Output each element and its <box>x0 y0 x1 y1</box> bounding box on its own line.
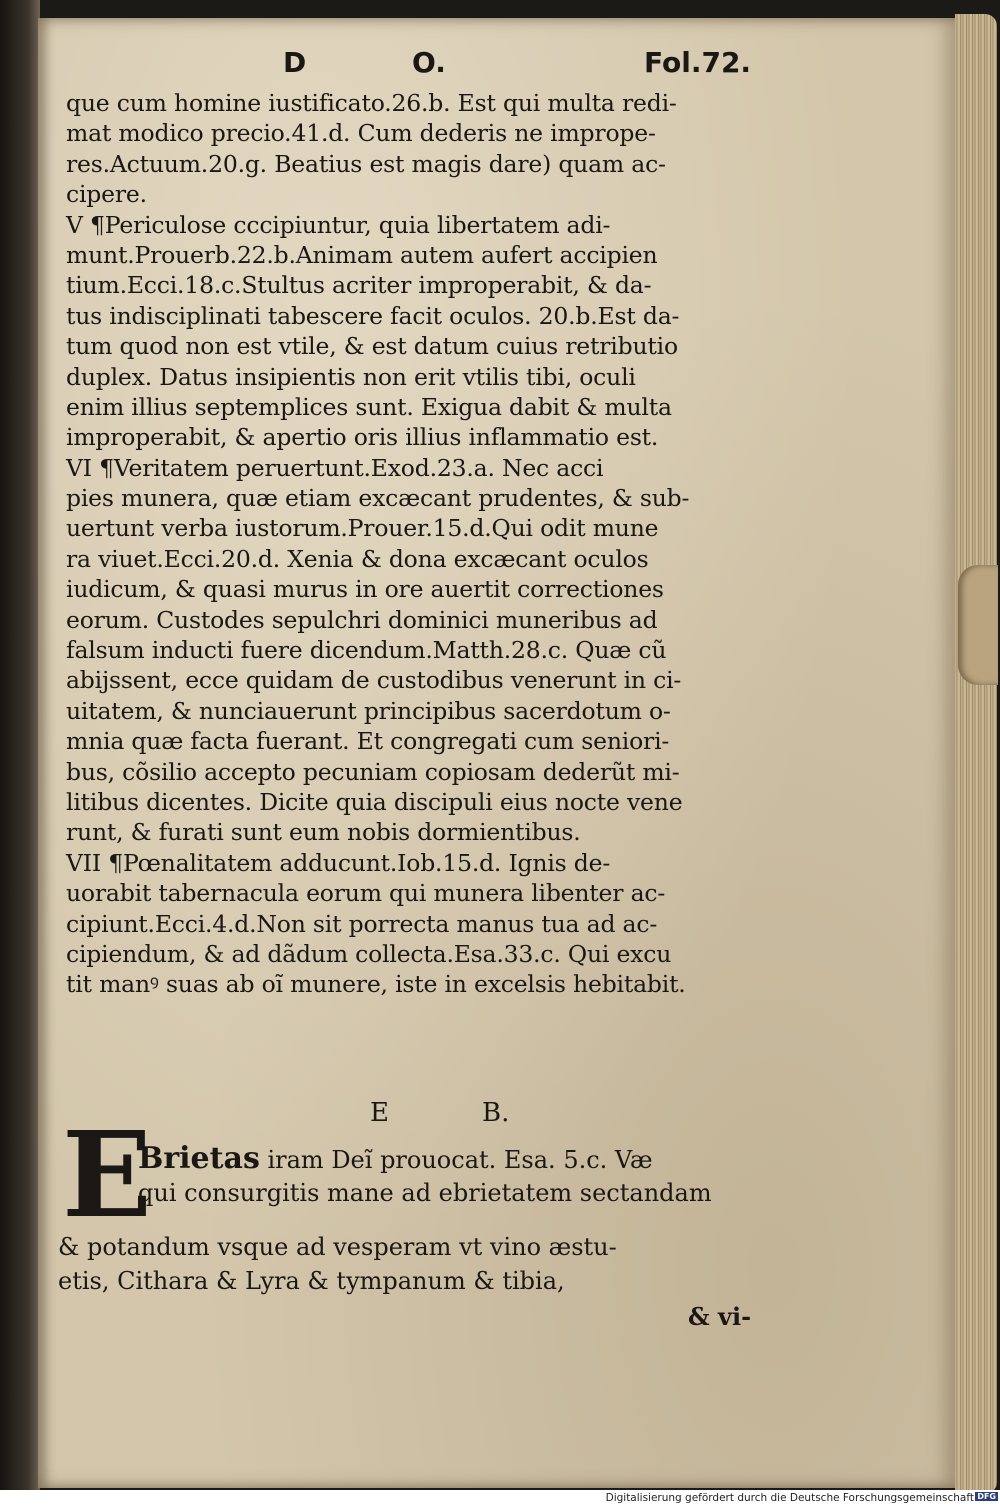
text-line: uertunt verba iustorum.Prouer.15.d.Qui odit mune <box>66 514 659 543</box>
text-line: tum quod non est vtile, & est datum cuius retributio <box>66 332 678 361</box>
text-line: res.Actuum.20.g. Beatius est magis dare) quam ac- <box>66 149 666 178</box>
text-line: munt.Prouerb.22.b.Animam autem aufert accipien <box>66 240 658 269</box>
section-letter-right: B. <box>482 1098 510 1128</box>
text-line: cipiunt.Ecci.4.d.Non sit porrecta manus tua ad ac- <box>66 909 658 938</box>
text-line: VI ¶Veritatem peruertunt.Exod.23.a. Nec acci <box>66 453 604 482</box>
text-line: & potandum vsque ad vesperam vt vino æstu- <box>58 1233 617 1261</box>
digitization-footer <box>0 1490 1000 1506</box>
footer-text: Digitalisierung gefördert durch die Deutsche Forschungsgemeinschaft <box>605 1492 974 1504</box>
text-line: VII ¶Pœnalitatem adducunt.Iob.15.d. Ignis de- <box>66 848 611 877</box>
scan-left-margin <box>0 0 40 1490</box>
dfg-logo: DFG <box>977 1492 996 1501</box>
text-line: qui consurgitis mane ad ebrietatem sectandam <box>138 1179 712 1207</box>
text-line: runt, & furati sunt eum nobis dormientibus. <box>66 818 581 847</box>
text-line: eorum. Custodes sepulchri dominici muneribus ad <box>66 605 658 634</box>
text-line: litibus dicentes. Dicite quia discipuli eius nocte vene <box>66 787 683 816</box>
section-letter-left: E <box>370 1098 389 1128</box>
text-line: mnia quæ facta fuerant. Et congregati cum seniori- <box>66 727 670 756</box>
text-line: tium.Ecci.18.c.Stultus acriter improperabit, & da- <box>66 271 652 300</box>
page-edges <box>955 14 997 1494</box>
text-line: uitatem, & nunciauerunt principibus sacerdotum o- <box>66 696 671 725</box>
text-line: abijssent, ecce quidam de custodibus venerunt in ci- <box>66 666 682 695</box>
ebrietas-paragraph <box>138 1142 798 1210</box>
running-header <box>0 46 1000 86</box>
text-line: cipere. <box>66 180 147 209</box>
text-line: bus, cõsilio accepto pecuniam copiosam dederũt mi- <box>66 757 680 786</box>
text-line: falsum inducti fuere dicendum.Matth.28.c. Quæ cũ <box>66 636 667 665</box>
catchword: & vi- <box>688 1302 752 1331</box>
body-text <box>66 88 786 1000</box>
blackletter-word: Brietas <box>138 1141 260 1176</box>
text-line: improperabit, & apertio oris illius inflammatio est. <box>66 423 659 452</box>
text-line: iudicum, & quasi murus in ore auertit correctiones <box>66 575 664 604</box>
header-letter-left: D <box>283 46 307 79</box>
decorated-initial: E <box>62 1105 152 1244</box>
text-line: V ¶Periculose cccipiuntur, quia libertatem adi- <box>66 210 611 239</box>
text-line: tit manꝰ suas ab oĩ munere, iste in excelsis hebitabit. <box>66 970 686 999</box>
ebrietas-paragraph-cont <box>58 1230 788 1298</box>
text-line: duplex. Datus insipientis non erit vtilis tibi, oculi <box>66 362 636 391</box>
text-line: que cum homine iustificato.26.b. Est qui multa redi- <box>66 89 677 117</box>
text-line: tus indisciplinati tabescere facit oculos. 20.b.Est da- <box>66 301 680 330</box>
text-line: mat modico precio.41.d. Cum dederis ne imprope- <box>66 119 656 148</box>
text-line: pies munera, quæ etiam excæcant prudentes, & sub- <box>66 484 690 513</box>
header-letter-center: O. <box>412 46 446 79</box>
text-line: ra viuet.Ecci.20.d. Xenia & dona excæcant oculos <box>66 544 649 573</box>
text-line: etis, Cithara & Lyra & tympanum & tibia, <box>58 1267 565 1295</box>
text-line: enim illius septemplices sunt. Exigua dabit & multa <box>66 392 672 421</box>
folio-number: Fol.72. <box>644 46 752 79</box>
book-clasp <box>958 565 998 685</box>
text-line-rest: iram Deĩ prouocat. Esa. 5.c. Væ <box>259 1146 653 1174</box>
text-line: cipiendum, & ad dãdum collecta.Esa.33.c. Qui excu <box>66 939 672 968</box>
text-line: uorabit tabernacula eorum qui munera libenter ac- <box>66 879 666 908</box>
